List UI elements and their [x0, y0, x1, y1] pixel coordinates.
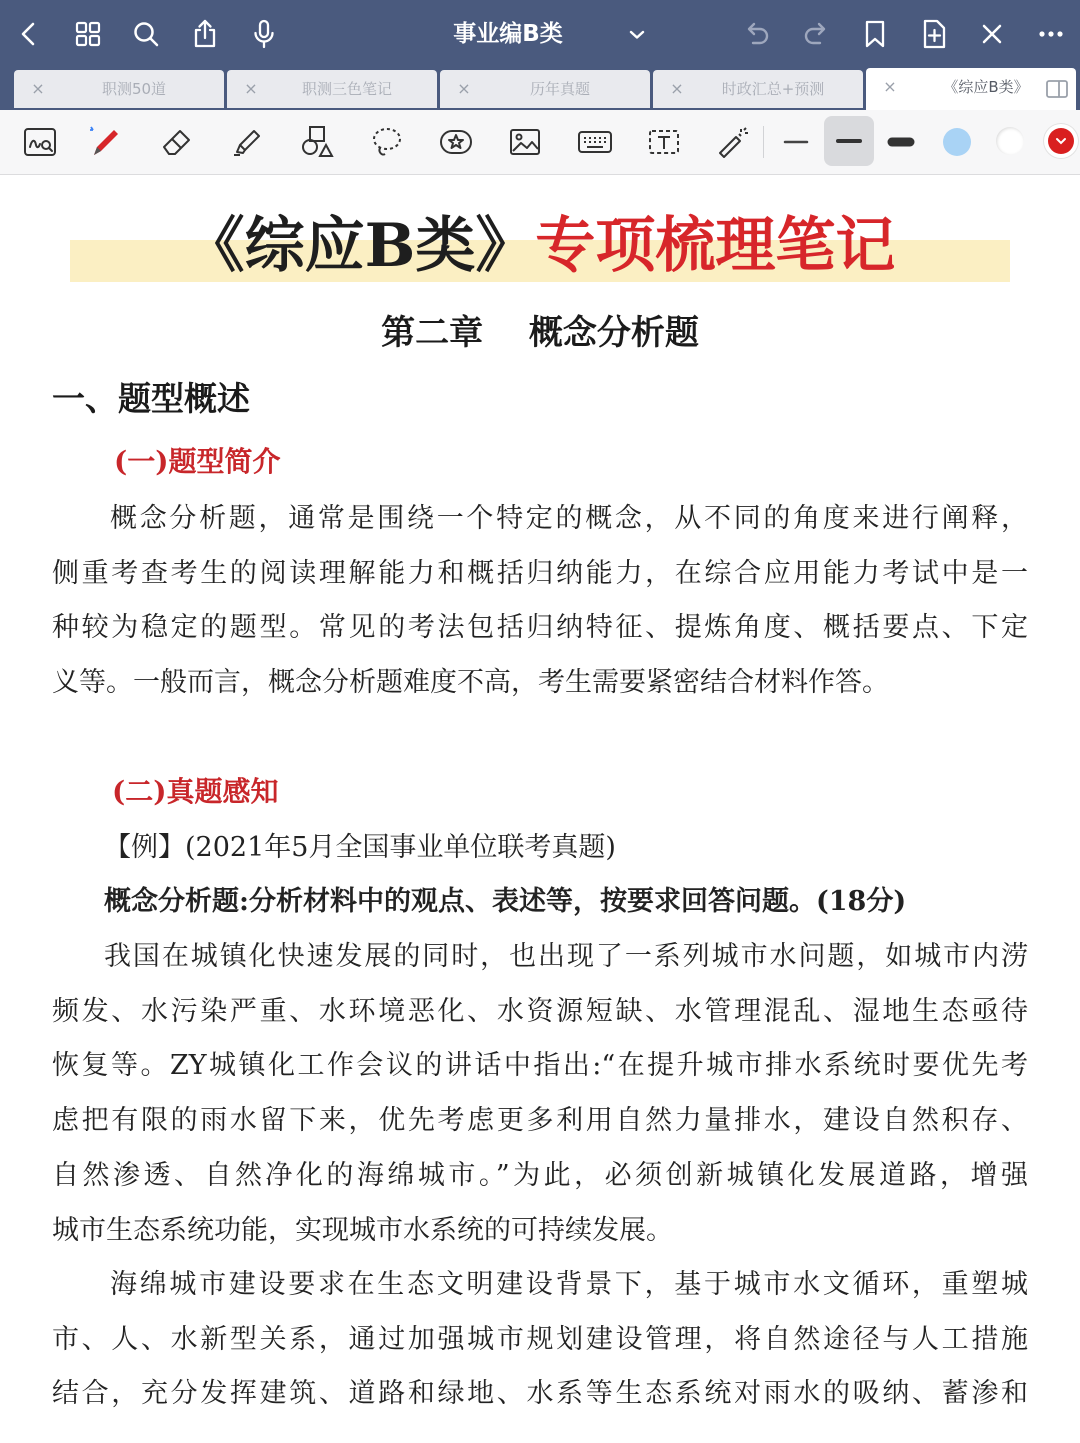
text-line: 频发、水污染严重、水环境恶化、水资源短缺、水管理混乱、湿地生态亟待 [52, 995, 1028, 1027]
tab-close-icon[interactable]: × [457, 79, 471, 98]
share-icon[interactable] [188, 17, 222, 51]
tab-label: 历年真题 [529, 80, 590, 98]
subsection-title-1: (一)题型简介 [114, 445, 281, 478]
text-line: 我国在城镇化快速发展的同时，也出现了一系列城市水问题，如城市内涝 [104, 941, 1028, 972]
toolbar-divider [763, 126, 764, 158]
tab-close-icon[interactable]: × [883, 77, 897, 96]
section-title: 一、题型概述 [52, 379, 250, 418]
tab-1[interactable] [14, 70, 224, 108]
heading-part-red: 专项梳理笔记 [535, 211, 896, 281]
text-line: 海绵城市建设要求在生态文明建设背景下，基于城市水文循环，重塑城 [110, 1269, 1028, 1300]
stroke-thick-icon[interactable] [882, 123, 920, 161]
tab-label: 《综应B类》 [943, 78, 1029, 96]
paragraph-material-2 [52, 1258, 1028, 1422]
stroke-medium-icon[interactable] [830, 122, 868, 160]
laser-pointer-icon[interactable] [714, 123, 752, 161]
textbox-icon[interactable] [645, 123, 683, 161]
text-line: 义等。一般而言，概念分析题难度不高，考生需要紧密结合材料作答。 [52, 667, 889, 699]
tab-close-icon[interactable]: × [670, 79, 684, 98]
color-swatch-light-blue[interactable] [943, 128, 971, 156]
color-swatch-red-selected[interactable] [1044, 124, 1078, 158]
eraser-icon[interactable] [158, 123, 196, 161]
pen-icon[interactable] [86, 123, 124, 161]
grid-view-icon[interactable] [71, 17, 105, 51]
chevron-down-icon[interactable] [620, 17, 654, 51]
text-line: 恢复等。ZY城镇化工作会议的讲话中指出:“在提升城市排水系统时要优先考 [52, 1050, 1028, 1082]
tab-close-icon[interactable]: × [244, 79, 258, 98]
tab-label: 职测三色笔记 [301, 80, 392, 98]
keyboard-icon[interactable] [576, 123, 614, 161]
document-title[interactable]: 事业编B类 [453, 21, 563, 47]
top-bar [0, 0, 1080, 68]
search-icon[interactable] [129, 17, 163, 51]
paragraph-intro [52, 492, 1028, 711]
example-source: 【例】(2021年5月全国事业单位联考真题) [104, 832, 616, 863]
text-line: 侧重考查考生的阅读理解能力和概括归纳能力，在综合应用能力考试中是一 [52, 557, 1028, 589]
undo-icon[interactable] [740, 17, 774, 51]
image-icon[interactable] [506, 123, 544, 161]
chapter-title: 第二章 概念分析题 [381, 313, 699, 353]
highlighter-icon[interactable] [228, 123, 266, 161]
back-icon[interactable] [12, 17, 46, 51]
lasso-search-icon[interactable] [21, 123, 59, 161]
tab-4[interactable] [653, 70, 863, 108]
text-line: 结合，充分发挥建筑、道路和绿地、水系等生态系统对雨水的吸纳、蓄渗和 [52, 1378, 1028, 1410]
tab-3[interactable] [440, 70, 650, 108]
text-line: 城市生态系统功能，实现城市水系统的可持续发展。 [52, 1214, 673, 1246]
question-prompt: 概念分析题:分析材料中的观点、表述等，按要求回答问题。(18分) [104, 886, 907, 917]
document-heading [60, 200, 1020, 290]
add-page-icon[interactable] [917, 17, 951, 51]
heading-part-black: 《综应B类》 [184, 211, 536, 281]
bookmark-icon[interactable] [858, 17, 892, 51]
stroke-thin-icon[interactable] [777, 123, 815, 161]
tab-bar [0, 68, 1080, 110]
text-line: 自然渗透、自然净化的海绵城市。”为此，必须创新城镇化发展道路，增强 [52, 1159, 1028, 1191]
text-line: 种较为稳定的题型。常见的考法包括归纳特征、提炼角度、概括要点、下定 [52, 612, 1028, 644]
more-icon[interactable] [1034, 17, 1068, 51]
redo-icon[interactable] [799, 17, 833, 51]
lasso-icon[interactable] [368, 123, 406, 161]
tab-close-icon[interactable]: × [31, 79, 45, 98]
paragraph-material-1 [52, 930, 1028, 1258]
close-icon[interactable] [975, 17, 1009, 51]
shapes-icon[interactable] [298, 123, 336, 161]
sticker-icon[interactable] [437, 123, 475, 161]
text-line: 虑把有限的雨水留下来，优先考虑更多利用自然力量排水，建设自然积存、 [52, 1105, 1028, 1137]
text-line: 概念分析题，通常是围绕一个特定的概念，从不同的角度来进行阐释， [110, 503, 1028, 534]
text-line: 市、人、水新型关系，通过加强城市规划建设管理，将自然途径与人工措施 [52, 1323, 1028, 1355]
subsection-title-2: (二)真题感知 [112, 775, 279, 808]
tab-label: 职测50道 [101, 80, 167, 98]
tab-label: 时政汇总+预测 [721, 80, 825, 98]
tab-2[interactable] [227, 70, 437, 108]
split-view-icon[interactable] [1044, 76, 1070, 102]
microphone-icon[interactable] [247, 17, 281, 51]
color-swatch-white[interactable] [996, 127, 1024, 155]
